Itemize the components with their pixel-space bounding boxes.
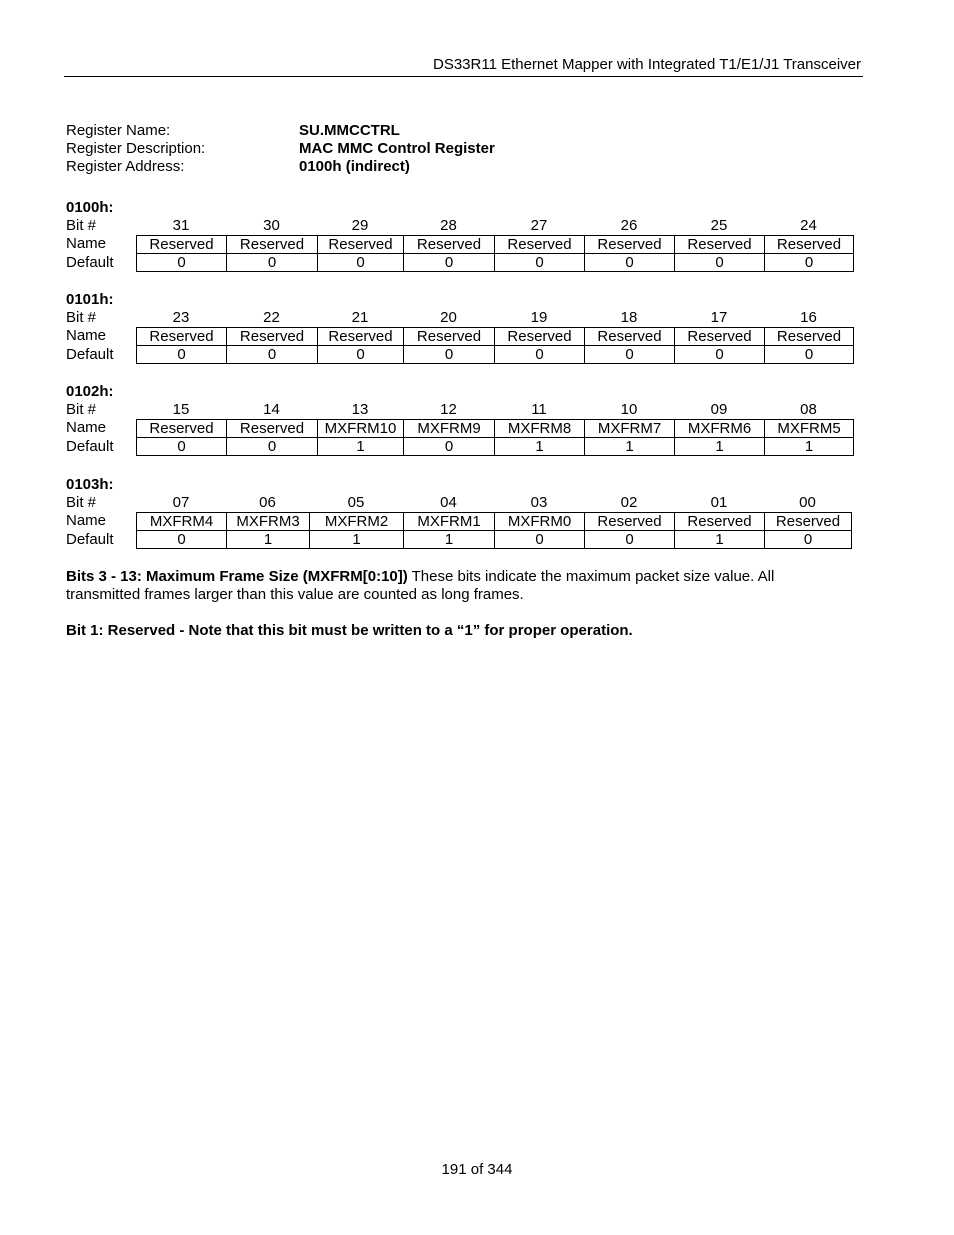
bit-default-row [137, 438, 854, 456]
bit-name-row [137, 236, 854, 254]
bit-number: 20 [440, 309, 457, 326]
bit-default-cell: 0 [585, 254, 675, 272]
bit-name-cell: Reserved [318, 328, 404, 346]
register-bit-table [136, 512, 852, 549]
bits-description-text: These bits indicate the maximum packet size value. All transmitted frames larger than this value are counted as long frames. [66, 568, 775, 603]
bit-number: 29 [351, 217, 369, 234]
bit-default-cell: 0 [495, 254, 585, 272]
bit-number-row [66, 494, 856, 512]
bit-default-cell: 1 [227, 531, 310, 549]
bit-name-cell: MXFRM2 [310, 513, 404, 531]
bit-name-cell: Reserved [404, 236, 495, 254]
bit-default-cell: 0 [495, 346, 585, 364]
bits-description-paragraph [66, 568, 846, 604]
register-description-label: Register Description: [66, 140, 206, 157]
bit-name-cell: MXFRM5 [765, 420, 854, 438]
bit-default-cell: 0 [495, 531, 585, 549]
bit-default-cell: 0 [585, 531, 675, 549]
bit-number-row [66, 217, 856, 235]
bit-number: 21 [351, 309, 369, 326]
document-header-title: DS33R11 Ethernet Mapper with Integrated T1/E1/J1 Transceiver [432, 56, 861, 73]
bit-number: 26 [620, 217, 638, 234]
bit-default-cell: 1 [495, 438, 585, 456]
bit-number: 16 [800, 309, 817, 326]
bit-default-cell: 0 [137, 531, 227, 549]
bit-default-cell: 0 [137, 438, 227, 456]
bit-default-cell: 0 [765, 531, 852, 549]
bit-name-cell: Reserved [765, 236, 854, 254]
bit-row-label: Bit # [66, 494, 97, 511]
bit-name-cell: Reserved [137, 420, 227, 438]
bit-number: 02 [620, 494, 638, 511]
bit-name-cell: MXFRM1 [404, 513, 495, 531]
bit-number: 22 [263, 309, 280, 326]
bit-number: 08 [800, 401, 817, 418]
register-block-address: 0100h: [66, 199, 114, 216]
bit-default-cell: 0 [318, 346, 404, 364]
bit-number: 15 [172, 401, 190, 418]
bit-number: 04 [440, 494, 457, 511]
default-row-label: Default [66, 346, 114, 363]
bit-name-cell: Reserved [404, 328, 495, 346]
default-row-label: Default [66, 438, 114, 455]
bit-number: 17 [710, 309, 728, 326]
bit-number: 13 [351, 401, 369, 418]
bit-default-cell: 0 [137, 254, 227, 272]
bit-number: 03 [530, 494, 548, 511]
header-rule [64, 76, 863, 77]
name-row-label: Name [66, 419, 107, 436]
default-row-label: Default [66, 254, 114, 271]
bit-default-cell: 0 [765, 254, 854, 272]
bit-number: 06 [259, 494, 276, 511]
bit-default-cell: 1 [404, 531, 495, 549]
page-number: 191 of 344 [441, 1161, 513, 1178]
bit-name-cell: Reserved [765, 328, 854, 346]
register-bit-table [136, 327, 854, 364]
bit-default-cell: 0 [318, 254, 404, 272]
bit-number: 00 [799, 494, 816, 511]
bit-name-cell: MXFRM9 [404, 420, 495, 438]
bit-name-row [137, 420, 854, 438]
bit-default-cell: 0 [585, 346, 675, 364]
name-row-label: Name [66, 327, 107, 344]
register-bit-table [136, 419, 854, 456]
bit-number: 14 [263, 401, 280, 418]
bit-name-cell: Reserved [585, 236, 675, 254]
bit-number: 12 [440, 401, 457, 418]
bit-name-cell: Reserved [765, 513, 852, 531]
register-description-value: MAC MMC Control Register [299, 140, 495, 157]
bit-number: 07 [172, 494, 190, 511]
bit-name-cell: Reserved [675, 513, 765, 531]
register-block-address: 0102h: [66, 383, 114, 400]
register-block-address: 0103h: [66, 476, 114, 493]
bit1-note: Bit 1: Reserved - Note that this bit must be written to a “1” for proper operation. [66, 622, 633, 639]
bit-number: 11 [531, 401, 547, 418]
bit-name-cell: Reserved [318, 236, 404, 254]
bit-number: 24 [800, 217, 817, 234]
default-row-label: Default [66, 531, 114, 548]
bit-row-label: Bit # [66, 309, 97, 326]
bit-name-cell: MXFRM0 [495, 513, 585, 531]
bit-default-cell: 0 [227, 438, 318, 456]
bit-default-cell: 0 [404, 254, 495, 272]
bit-name-cell: MXFRM4 [137, 513, 227, 531]
register-name-value: SU.MMCCTRL [299, 122, 400, 139]
bit-number: 31 [172, 217, 190, 234]
bit-number-row [66, 401, 856, 419]
bit-name-cell: Reserved [495, 236, 585, 254]
bit-name-cell: Reserved [227, 328, 318, 346]
bit-number: 10 [620, 401, 638, 418]
bit-name-cell: MXFRM7 [585, 420, 675, 438]
name-row-label: Name [66, 512, 107, 529]
bit-default-cell: 0 [765, 346, 854, 364]
bit-default-cell: 1 [318, 438, 404, 456]
bit-default-cell: 1 [675, 531, 765, 549]
bit-default-cell: 1 [675, 438, 765, 456]
name-row-label: Name [66, 235, 107, 252]
bit-number-row [66, 309, 856, 327]
bit-row-label: Bit # [66, 401, 97, 418]
bit-default-cell: 0 [227, 346, 318, 364]
bit-number: 23 [172, 309, 190, 326]
bit-default-cell: 0 [227, 254, 318, 272]
bit-default-cell: 0 [675, 346, 765, 364]
bit-name-cell: Reserved [227, 420, 318, 438]
bit-name-cell: Reserved [137, 236, 227, 254]
bit-name-cell: Reserved [585, 328, 675, 346]
bit-name-row [137, 513, 852, 531]
bit-number: 30 [263, 217, 280, 234]
bit-row-label: Bit # [66, 217, 97, 234]
bit-name-cell: MXFRM6 [675, 420, 765, 438]
register-bit-table [136, 235, 854, 272]
bit-name-cell: Reserved [585, 513, 675, 531]
register-name-label: Register Name: [66, 122, 171, 139]
bit-number: 05 [347, 494, 365, 511]
bit-name-cell: Reserved [675, 236, 765, 254]
bit-default-cell: 0 [675, 254, 765, 272]
bit-number: 27 [530, 217, 548, 234]
bit-name-cell: Reserved [675, 328, 765, 346]
bit-default-cell: 1 [585, 438, 675, 456]
bit-default-cell: 1 [310, 531, 404, 549]
register-block-address: 0101h: [66, 291, 114, 308]
bit-name-cell: Reserved [137, 328, 227, 346]
bit-default-cell: 0 [404, 438, 495, 456]
bit-number: 09 [710, 401, 728, 418]
bit-default-cell: 0 [404, 346, 495, 364]
bits-description-title: Bits 3 - 13: Maximum Frame Size (MXFRM[0:10]) [66, 568, 408, 585]
bit-number: 25 [710, 217, 728, 234]
bit-number: 19 [530, 309, 548, 326]
bit-default-row [137, 254, 854, 272]
bit-default-row [137, 531, 852, 549]
bit-name-row [137, 328, 854, 346]
bit-default-cell: 0 [137, 346, 227, 364]
bit-default-cell: 1 [765, 438, 854, 456]
register-address-label: Register Address: [66, 158, 185, 175]
bit-name-cell: MXFRM3 [227, 513, 310, 531]
bit-name-cell: Reserved [495, 328, 585, 346]
bit-name-cell: Reserved [227, 236, 318, 254]
bit-name-cell: MXFRM8 [495, 420, 585, 438]
bit-number: 28 [440, 217, 457, 234]
bit-name-cell: MXFRM10 [318, 420, 404, 438]
bit-number: 18 [620, 309, 638, 326]
register-address-value: 0100h (indirect) [299, 158, 410, 175]
bit-number: 01 [710, 494, 728, 511]
bit-default-row [137, 346, 854, 364]
